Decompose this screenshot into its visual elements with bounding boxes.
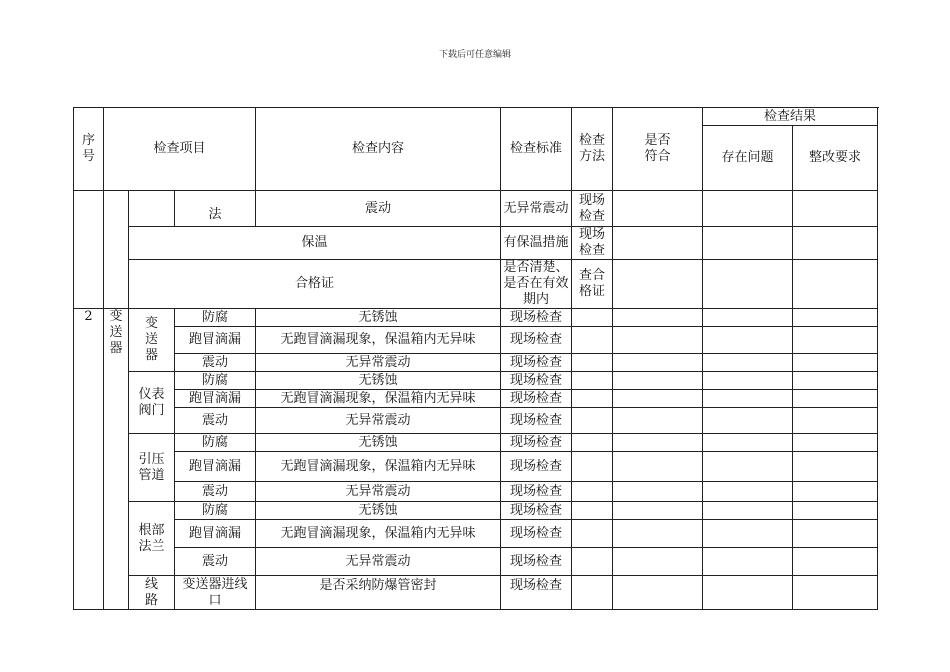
standard-cell: 无异常震动 [501,191,572,227]
content-cell: 震动 [175,354,256,372]
table-row [74,354,878,372]
method-cell: 现场检查 [572,191,613,227]
issues-cell [613,390,703,408]
method-cell: 现场检查 [501,482,572,502]
opinion-cell [793,520,878,548]
header-row [74,108,878,126]
method-cell: 现场检查 [501,502,572,520]
rectify-cell [703,452,793,482]
standard-cell: 无异常震动 [256,548,501,576]
table-row [74,452,878,482]
inspection-table [73,107,878,610]
table-row [74,408,878,434]
sub-item-cell [129,191,175,227]
issues-cell [613,576,703,610]
header-result: 检查结果 [703,108,878,126]
table-row [74,227,878,260]
issues-cell [613,408,703,434]
content-cell: 震动 [175,482,256,502]
rectify-cell [703,309,793,327]
content-cell: 跑冒滴漏 [175,452,256,482]
method-cell: 现场检查 [501,408,572,434]
header-content: 检查内容 [256,108,501,191]
standard-cell: 无锈蚀 [256,502,501,520]
content-cell: 防腐 [175,309,256,327]
content-cell: 防腐 [175,434,256,452]
issues-cell [613,520,703,548]
issues-cell [613,354,703,372]
method-cell: 现场检查 [501,452,572,482]
conform-cell [572,548,613,576]
table-row [74,327,878,354]
table-row [74,390,878,408]
method-cell: 现场检查 [501,309,572,327]
table-row [74,520,878,548]
rectify-cell [703,520,793,548]
standard-cell: 有保温措施 [501,227,572,260]
method-cell: 现场检查 [501,390,572,408]
method-cell: 查合格证 [572,260,613,309]
opinion-cell [793,548,878,576]
content-cell: 跑冒滴漏 [175,520,256,548]
standard-cell: 无跑冒滴漏现象，保温箱内无异味 [256,520,501,548]
rectify-cell [703,354,793,372]
table-row [74,372,878,390]
table-row [74,482,878,502]
content-cell: 保温 [129,227,501,260]
content-cell: 防腐 [175,502,256,520]
table-row [74,434,878,452]
rectify-cell [703,390,793,408]
method-cell: 现场检查 [501,327,572,354]
standard-cell: 无锈蚀 [256,309,501,327]
method-cell: 现场检查 [501,434,572,452]
opinion-cell [793,309,878,327]
header-method: 检查方法 [572,108,613,191]
rectify-cell [703,576,793,610]
header-item: 检查项目 [104,108,256,191]
conform-cell [572,576,613,610]
standard-cell: 无跑冒滴漏现象，保温箱内无异味 [256,327,501,354]
conform-cell [572,390,613,408]
table-row [74,309,878,327]
rectify-cell [703,372,793,390]
method-cell: 现场检查 [501,520,572,548]
sub-item-cell: 变送器 [129,309,175,372]
issues-cell [613,372,703,390]
method-cell: 现场检查 [501,548,572,576]
issues-cell [613,327,703,354]
issues-cell [703,227,793,260]
content-cell: 跑冒滴漏 [175,390,256,408]
rectify-cell [703,408,793,434]
standard-cell: 无锈蚀 [256,372,501,390]
conform-cell [572,434,613,452]
method-cell: 现场检查 [572,227,613,260]
method-cell: 现场检查 [501,372,572,390]
item-cell: 变送器 [104,309,129,610]
standard-cell: 无异常震动 [256,354,501,372]
opinion-cell [793,482,878,502]
conform-cell [572,482,613,502]
rectify-cell [793,191,878,227]
header-note: 下载后可任意编辑 [438,50,511,60]
issues-cell [703,260,793,309]
header-issues: 存在问题 [703,126,793,191]
opinion-cell [793,452,878,482]
issues-cell [613,309,703,327]
conform-cell [613,191,703,227]
content-cell: 变送器进线口 [175,576,256,610]
content-cell: 防腐 [175,372,256,390]
rectify-cell [793,260,878,309]
content-cell: 震动 [175,548,256,576]
header-seq: 序号 [74,108,104,191]
table-row [74,260,878,309]
conform-cell [572,327,613,354]
issues-cell [613,548,703,576]
content-cell: 震动 [256,191,501,227]
conform-cell [613,260,703,309]
content-cell: 震动 [175,408,256,434]
conform-cell [572,372,613,390]
issues-cell [613,502,703,520]
sub-item-label: 法 [175,191,256,227]
seq-cell: 2 [74,309,104,610]
issues-cell [613,452,703,482]
item-cell [104,191,129,309]
standard-cell: 无锈蚀 [256,434,501,452]
opinion-cell [793,354,878,372]
rectify-cell [703,327,793,354]
conform-cell [572,309,613,327]
header-standard: 检查标准 [501,108,572,191]
sub-item-cell: 线路 [129,576,175,610]
issues-cell [703,191,793,227]
opinion-cell [793,327,878,354]
conform-cell [572,354,613,372]
conform-cell [572,502,613,520]
opinion-cell [793,408,878,434]
opinion-cell [793,372,878,390]
conform-cell [613,227,703,260]
method-cell: 现场检查 [501,576,572,610]
table-row [74,502,878,520]
header-conform: 是否符合 [613,108,703,191]
standard-cell: 是否清楚、是否在有效期内 [501,260,572,309]
opinion-cell [793,502,878,520]
seq-cell [74,191,104,309]
issues-cell [613,482,703,502]
sub-item-cell: 引压管道 [129,434,175,502]
opinion-cell [793,390,878,408]
standard-cell: 无异常震动 [256,408,501,434]
rectify-cell [703,434,793,452]
issues-cell [613,434,703,452]
rectify-cell [793,227,878,260]
standard-cell: 无跑冒滴漏现象，保温箱内无异味 [256,452,501,482]
opinion-cell [793,434,878,452]
opinion-cell [793,576,878,610]
conform-cell [572,520,613,548]
rectify-cell [703,482,793,502]
sub-item-cell: 根部法兰 [129,502,175,576]
conform-cell [572,452,613,482]
header-rectify: 整改要求 [793,126,878,191]
standard-cell: 无异常震动 [256,482,501,502]
table-row [74,576,878,610]
content-cell: 合格证 [129,260,501,309]
conform-cell [572,408,613,434]
table-row [74,548,878,576]
table-row [74,191,878,227]
sub-item-cell: 仪表阀门 [129,372,175,434]
rectify-cell [703,502,793,520]
content-cell: 跑冒滴漏 [175,327,256,354]
standard-cell: 无跑冒滴漏现象，保温箱内无异味 [256,390,501,408]
rectify-cell [703,548,793,576]
method-cell: 现场检查 [501,354,572,372]
standard-cell: 是否采纳防爆管密封 [256,576,501,610]
